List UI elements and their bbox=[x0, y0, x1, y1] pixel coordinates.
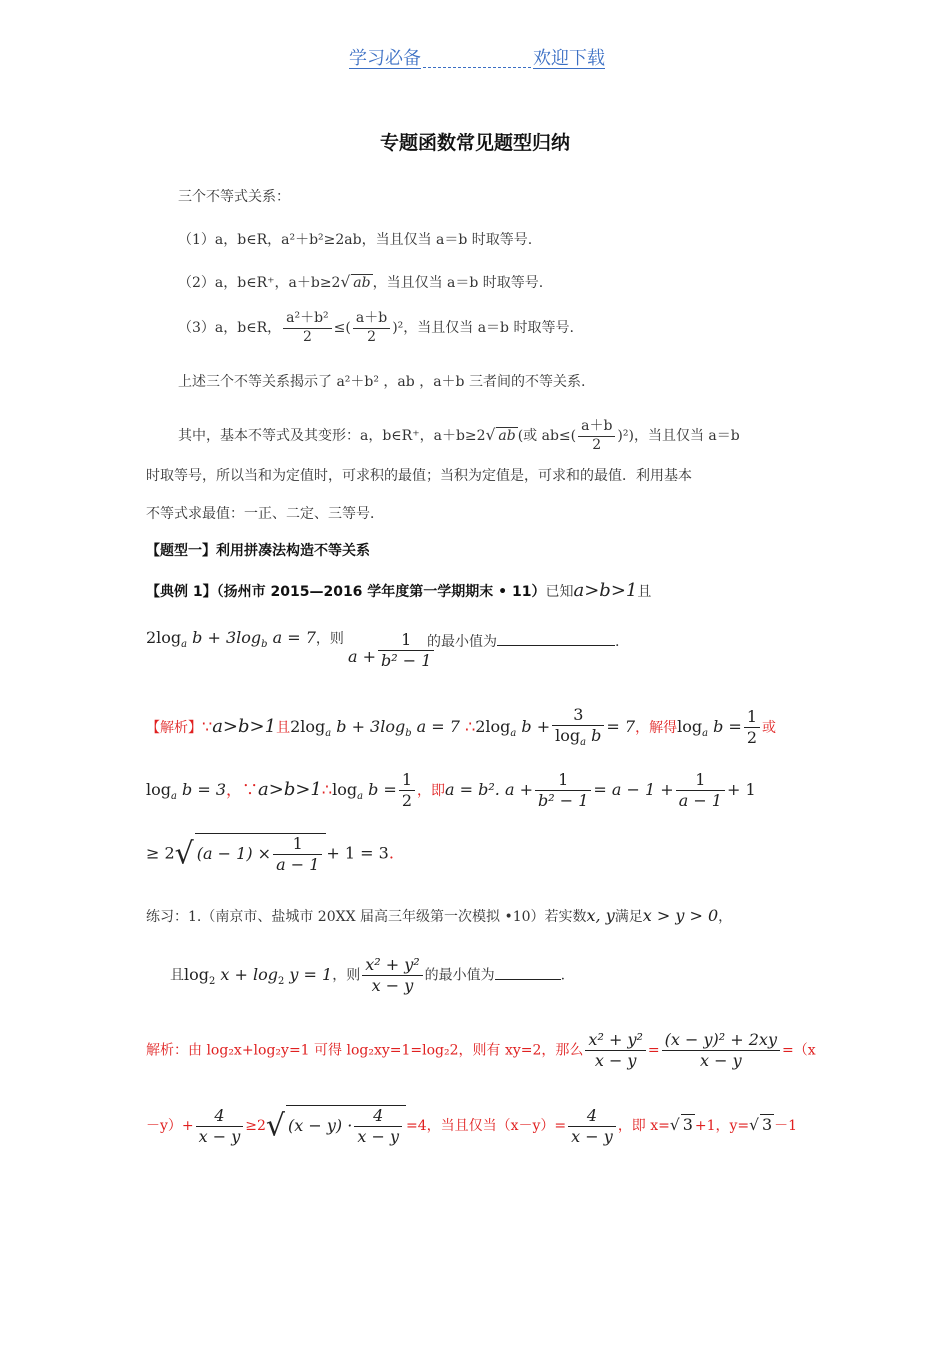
fraction-denominator: x − y bbox=[571, 1126, 613, 1146]
relation-3 bbox=[178, 310, 574, 346]
log-text: log bbox=[332, 780, 358, 799]
fraction-denominator: x − y bbox=[198, 1126, 241, 1146]
fraction-denominator: x − y bbox=[357, 1127, 399, 1146]
fraction-numerator: 4 bbox=[568, 1106, 616, 1127]
fraction-numerator: a＋b bbox=[353, 310, 390, 329]
question-text: 的最小值为 bbox=[427, 634, 497, 650]
equation-part: a = b². bbox=[445, 780, 500, 799]
since-symbol: ，∵ bbox=[226, 780, 259, 799]
sqrt-sign-icon: √ bbox=[340, 273, 351, 291]
equation-part: a + bbox=[504, 780, 533, 799]
sqrt-3: 3 bbox=[761, 1115, 773, 1134]
solution-2-radical bbox=[286, 1105, 406, 1147]
log-text: log bbox=[146, 780, 171, 799]
type-1-heading: 【题型一】利用拼凑法构造不等关系 bbox=[146, 543, 370, 559]
then-text: ，则 bbox=[315, 631, 344, 647]
page-title: 专题函数常见题型归纳 bbox=[379, 132, 570, 154]
solution-text: －y）+ bbox=[146, 1118, 194, 1134]
sqrt-sign-icon: √ bbox=[485, 426, 496, 444]
practice-fraction bbox=[362, 955, 422, 996]
solution-condition: a>b>1 bbox=[212, 715, 277, 737]
since-symbol: ∵ bbox=[202, 716, 213, 736]
solution-1-line-3 bbox=[146, 833, 394, 875]
relation-3-fraction-2 bbox=[353, 310, 390, 346]
fraction-numerator: a＋b bbox=[578, 418, 615, 437]
relation-2-post: ，当且仅当 a＝b 时取等号. bbox=[372, 275, 544, 291]
period: . bbox=[615, 634, 620, 650]
period: . bbox=[560, 967, 566, 984]
fraction-denominator: b² − 1 bbox=[381, 651, 432, 670]
fraction-denominator: 2 bbox=[367, 328, 376, 345]
equation-part: = 7 bbox=[606, 716, 636, 736]
therefore-symbol: ∴ bbox=[465, 716, 476, 736]
example-1-line-1 bbox=[146, 580, 651, 601]
half-fraction bbox=[399, 770, 415, 811]
period: . bbox=[388, 843, 394, 863]
page-header bbox=[349, 44, 605, 70]
fraction-numerator: (x − y)² + 2xy bbox=[662, 1030, 780, 1051]
fraction-numerator: a²＋b² bbox=[283, 310, 332, 329]
fraction-denominator: 2 bbox=[401, 791, 412, 810]
solution-2-fraction-2 bbox=[662, 1030, 780, 1071]
namely-text: ，即 bbox=[417, 783, 445, 799]
solution-label: 【解析】 bbox=[146, 719, 202, 736]
relation-3-fraction-1 bbox=[283, 310, 332, 346]
basic-line-2: 时取等号，所以当和为定值时，可求积的最值；当积为定值是，可求和的最值．利用基本 bbox=[146, 468, 692, 484]
fraction-numerator: 1 bbox=[676, 770, 725, 791]
solution-text: =（x bbox=[781, 1042, 816, 1059]
relation-1: （1）a，b∈R，a²＋b²≥2ab，当且仅当 a＝b 时取等号. bbox=[178, 232, 533, 248]
header-left-text: 学习必备 bbox=[349, 48, 421, 69]
solution-2-fraction-1 bbox=[585, 1030, 645, 1071]
relation-3-pre: （3）a，b∈R， bbox=[178, 320, 282, 336]
solution-2-line-2 bbox=[146, 1105, 797, 1147]
therefore-symbol: ∴ bbox=[321, 780, 333, 799]
log-text: log bbox=[677, 716, 703, 736]
practice-variables: x, y bbox=[586, 906, 615, 925]
fraction-numerator: 4 bbox=[354, 1106, 402, 1127]
solution-text: +1，y= bbox=[694, 1118, 750, 1134]
sqrt-sign-icon: √ bbox=[265, 1108, 286, 1144]
fraction-numerator: 1 bbox=[535, 770, 591, 791]
fraction-numerator: 1 bbox=[399, 770, 415, 791]
practice-1-line-2: 且$\log_2 x + \log_2 y = 1$，则 $\frac{\text{x² + y²}}{x - y}$ 的最小值为 . bbox=[170, 955, 566, 995]
example-source: （扬州市 2015—2016 学年度第一学期期末 • 11） bbox=[216, 584, 546, 600]
radicand-fraction bbox=[273, 834, 322, 875]
solution-2-line-1 bbox=[146, 1030, 816, 1071]
radicand-part: (x − y) · bbox=[288, 1116, 353, 1135]
half-fraction bbox=[744, 707, 760, 748]
answer-blank bbox=[495, 979, 561, 980]
example-fraction bbox=[378, 630, 434, 671]
sqrt-3: 3 bbox=[682, 1115, 693, 1134]
fraction-numerator: 1 bbox=[744, 707, 760, 728]
fraction-denominator-b: b bbox=[591, 726, 602, 745]
fraction-a1 bbox=[676, 770, 725, 811]
fraction-denominator: log bbox=[555, 726, 581, 745]
relation-2-pre: （2）a，b∈R⁺，a＋b≥2 bbox=[178, 275, 341, 291]
equation-part: b = bbox=[368, 780, 397, 799]
header-dashed-line bbox=[423, 67, 531, 68]
fraction-denominator: x − y bbox=[699, 1051, 742, 1070]
radicand-fraction bbox=[354, 1106, 402, 1147]
basic-line-1 bbox=[178, 418, 740, 454]
fraction-b2 bbox=[535, 770, 591, 811]
header-right-text: 欢迎下载 bbox=[533, 48, 605, 69]
fraction-numerator: 1 bbox=[273, 834, 322, 855]
basic-mid: (或 ab≤( bbox=[517, 428, 577, 444]
practice-1-line-1 bbox=[146, 906, 732, 926]
intro-text: 三个不等式关系： bbox=[178, 189, 290, 205]
example-1-line-2: $2\log_a$ $b + 3\log_b$ a = 7，则 bbox=[146, 628, 344, 651]
log-text: 2log bbox=[146, 628, 182, 647]
example-condition: a>b>1 bbox=[573, 580, 638, 601]
practice-text: 且 bbox=[170, 967, 184, 984]
practice-condition: x > y > 0 bbox=[642, 906, 719, 925]
fraction-numerator: 4 bbox=[196, 1106, 244, 1127]
solution-1-line-2: $\log_a b = 3$，$\because a>b>1\therefore\log_a$ b = $\frac{1}{2}$ ，即a = b². a + $\frac{1}{\text{b² − 1}}$ = a − 1 + $\frac{1}{a - 1}$ + 1 bbox=[146, 770, 756, 810]
then-text: ，则 bbox=[332, 967, 361, 984]
answer-blank bbox=[497, 645, 615, 646]
radicand-part: (a − 1) × bbox=[196, 844, 272, 863]
equation-part: + 1 = 3 bbox=[326, 843, 389, 863]
basic-post: )²)，当且仅当 a＝b bbox=[617, 428, 740, 444]
log-text: 2log bbox=[475, 716, 511, 736]
basic-radicand: ab bbox=[498, 428, 516, 444]
equation-part: a = 7 bbox=[272, 628, 316, 647]
equation-part: b = 3 bbox=[182, 780, 226, 799]
relation-3-mid: ≤( bbox=[333, 320, 351, 336]
fraction-numerator: x² + y² bbox=[585, 1030, 645, 1051]
fraction-denominator: 2 bbox=[592, 436, 602, 453]
fraction-numerator: 1 bbox=[378, 630, 434, 651]
equation-part: y = 1 bbox=[289, 964, 333, 984]
solution-text: =4，当且仅当（x－y）= bbox=[405, 1118, 567, 1134]
solution-2-fraction-3 bbox=[196, 1106, 244, 1147]
example-1-question bbox=[427, 631, 619, 651]
example-and: 且 bbox=[637, 584, 652, 600]
equation-part: b + 3log bbox=[336, 716, 406, 736]
example-1-expression bbox=[348, 630, 436, 677]
fraction-denominator: a − 1 bbox=[678, 791, 722, 810]
fraction-denominator: 2 bbox=[302, 328, 312, 345]
solution-1-line-1: 【解析】∵a>b>1且$2\log_a$ $b + 3\log_b$ a = 7 $\therefore 2\log_a$ b + $\frac{3}{\log_a b}$ = 7，解得$\log_a b$ = $\frac{1}{2}$ 或 bbox=[146, 705, 776, 749]
fraction-numerator: 3 bbox=[552, 705, 604, 726]
solution-text: ≥2 bbox=[245, 1118, 266, 1134]
solution-condition: a>b>1 bbox=[258, 779, 322, 800]
equals: = bbox=[647, 1042, 660, 1059]
relation-3-post: )²，当且仅当 a＝b 时取等号. bbox=[392, 320, 574, 336]
practice-text: 满足 bbox=[614, 909, 643, 925]
and-text: 且 bbox=[276, 719, 291, 736]
solution-1-radical bbox=[195, 833, 327, 875]
or-text: 或 bbox=[762, 719, 776, 736]
equation-part: b + bbox=[521, 716, 551, 736]
summary-text: 上述三个不等关系揭示了 a²＋b² ，ab ，a＋b 三者间的不等关系. bbox=[178, 374, 586, 390]
fraction-numerator: x² + y² bbox=[362, 955, 422, 976]
equation-part: ≥ 2 bbox=[146, 843, 175, 863]
equation-part: + 1 bbox=[726, 780, 756, 799]
equation-part: = a − 1 + bbox=[593, 780, 674, 799]
equation-part: a = 7 bbox=[416, 716, 460, 736]
sqrt-sign-icon: √ bbox=[749, 1116, 759, 1134]
equation-part: x + log bbox=[220, 964, 278, 984]
fraction-denominator: b² − 1 bbox=[537, 791, 589, 810]
log-text: log bbox=[184, 964, 209, 984]
question-text: 的最小值为 bbox=[424, 967, 495, 984]
relation-2 bbox=[178, 272, 543, 292]
solution-text: 解析：由 log₂x+log₂y=1 可得 log₂xy=1=log₂2，则有 xy=2，那么 bbox=[146, 1042, 584, 1059]
fraction-denominator: 2 bbox=[746, 727, 757, 747]
fraction-denominator: x − y bbox=[371, 976, 414, 995]
example-label: 【典例 1】 bbox=[146, 584, 217, 600]
basic-line-3: 不等式求最值：一正、二定、三等号． bbox=[146, 506, 384, 522]
basic-pre: 其中，基本不等式及其变形：a，b∈R⁺，a＋b≥2 bbox=[178, 428, 486, 444]
solution-text: －1 bbox=[774, 1118, 798, 1134]
comma: ， bbox=[718, 909, 733, 925]
expression-a-plus: a + bbox=[348, 647, 377, 666]
example-known: 已知 bbox=[545, 584, 574, 600]
solve-text: ，解得 bbox=[635, 719, 678, 736]
solution-fraction-3: $\frac{3}{\log_a b}$ bbox=[552, 705, 604, 750]
fraction-denominator: x − y bbox=[594, 1051, 637, 1070]
relation-2-radicand: ab bbox=[353, 275, 371, 291]
fraction-denominator: a − 1 bbox=[276, 855, 320, 874]
sqrt-sign-icon: √ bbox=[174, 836, 194, 872]
equation-part: b + 3log bbox=[192, 628, 262, 647]
equation-part: b = bbox=[713, 716, 742, 736]
solution-text: ，即 x= bbox=[617, 1118, 670, 1134]
basic-fraction bbox=[578, 418, 615, 454]
practice-text: 练习：1.（南京市、盐城市 20XX 届高三年级第一次模拟 •10）若实数 bbox=[146, 909, 587, 925]
sqrt-sign-icon: √ bbox=[669, 1116, 680, 1134]
solution-2-fraction-4 bbox=[568, 1106, 616, 1147]
log-text: 2log bbox=[290, 716, 326, 736]
